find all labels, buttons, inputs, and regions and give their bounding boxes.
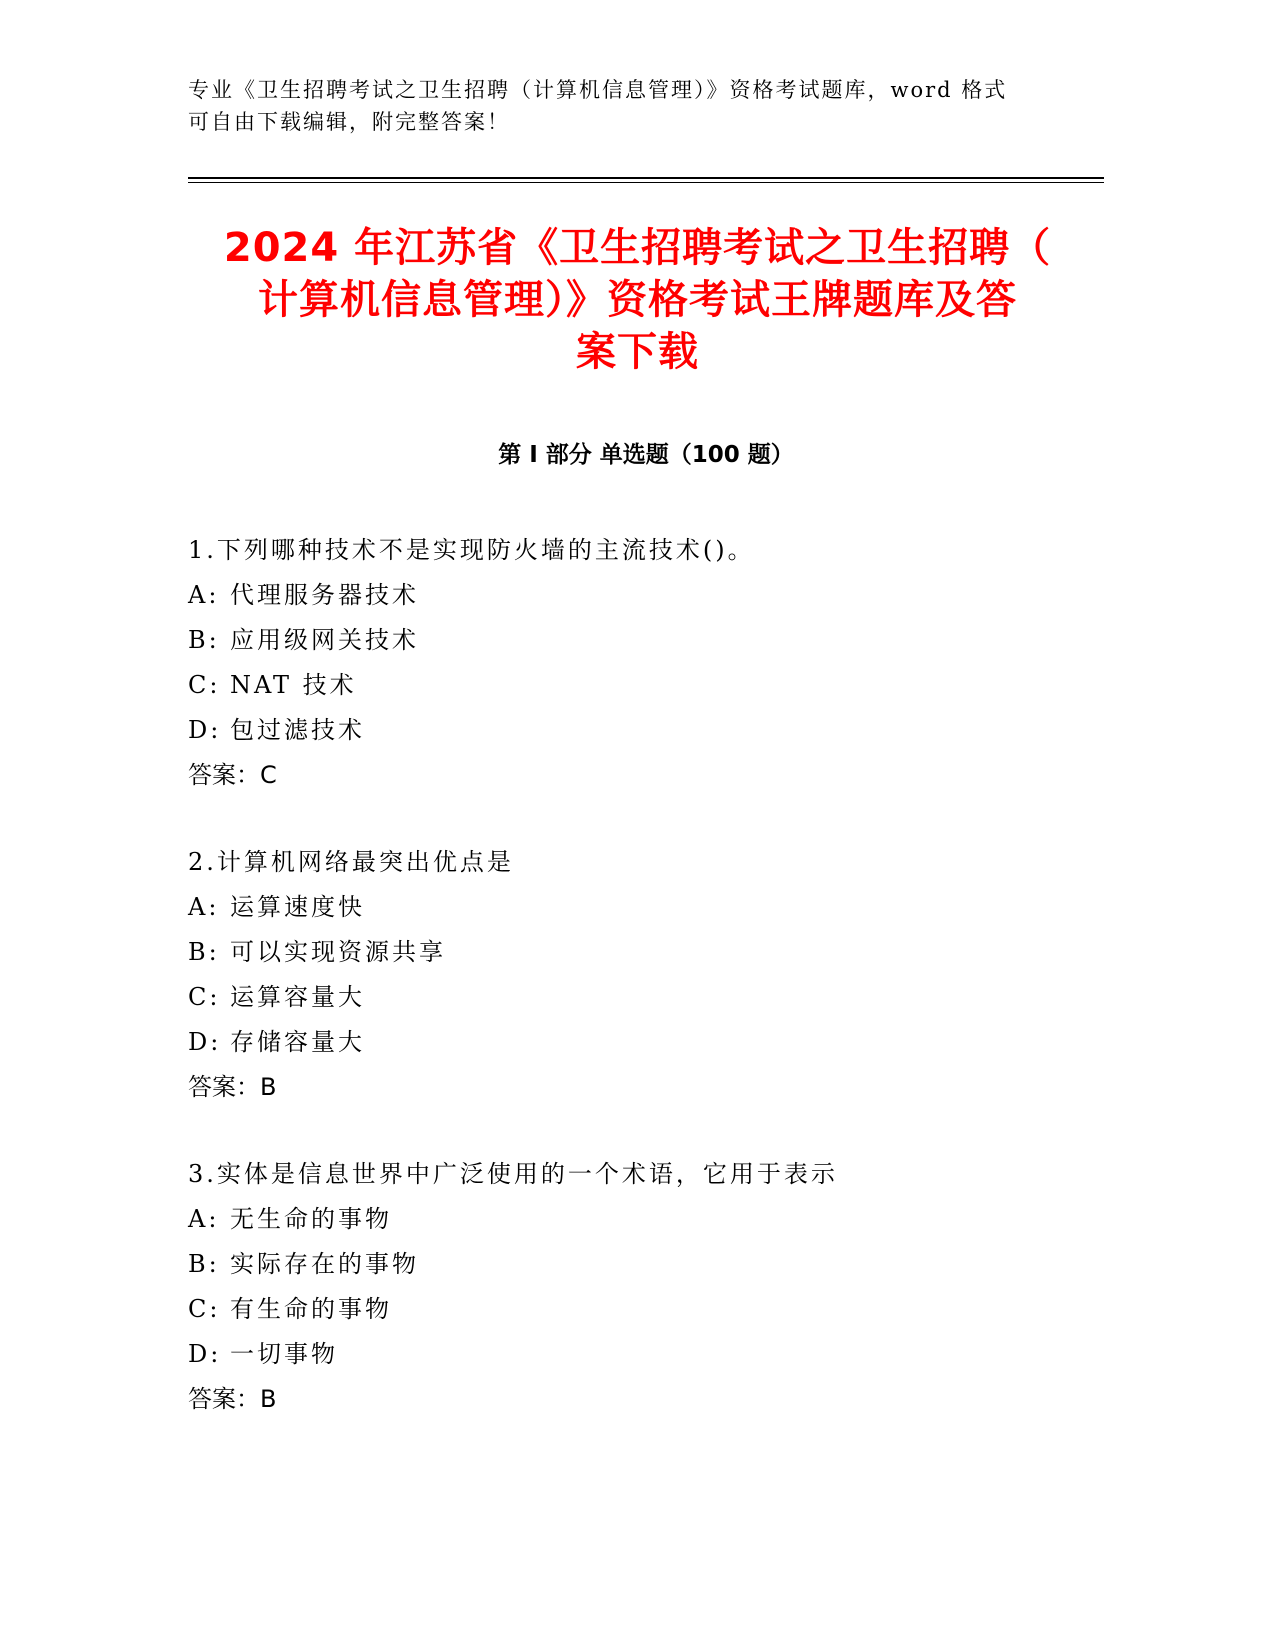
option-text: 代理服务器技术 bbox=[230, 581, 419, 609]
question-item bbox=[188, 528, 1104, 798]
option-text: 应用级网关技术 bbox=[230, 626, 419, 654]
option-text: 运算容量大 bbox=[230, 983, 365, 1011]
option-text: 存储容量大 bbox=[230, 1028, 365, 1056]
option-key: D: bbox=[188, 1340, 222, 1368]
option-key: D: bbox=[188, 716, 222, 744]
question-answer: 答案：C bbox=[188, 761, 277, 789]
question-option bbox=[188, 618, 1104, 663]
document-title-line-3: 案下载 bbox=[576, 329, 699, 375]
option-key: B: bbox=[188, 1250, 220, 1278]
question-option bbox=[188, 1287, 1104, 1332]
option-key: C: bbox=[188, 1295, 221, 1323]
option-key: D: bbox=[188, 1028, 222, 1056]
option-key: A: bbox=[188, 893, 220, 921]
header-note-line-1: 专业《卫生招聘考试之卫生招聘（计算机信息管理）》资格考试题库，word 格式 bbox=[188, 78, 1008, 102]
question-option bbox=[188, 975, 1104, 1020]
question-option bbox=[188, 708, 1104, 753]
option-text: 包过滤技术 bbox=[230, 716, 365, 744]
option-text: 有生命的事物 bbox=[230, 1295, 392, 1323]
header-note-line-2: 可自由下载编辑，附完整答案！ bbox=[188, 110, 510, 134]
option-key: B: bbox=[188, 626, 220, 654]
question-option bbox=[188, 885, 1104, 930]
question-stem: 1.下列哪种技术不是实现防火墙的主流技术()。 bbox=[188, 536, 755, 564]
option-key: C: bbox=[188, 671, 221, 699]
section-title: 第 I 部分 单选题（100 题） bbox=[498, 442, 794, 468]
question-option bbox=[188, 663, 1104, 708]
document-title-line-1: 2024 年江苏省《卫生招聘考试之卫生招聘（ bbox=[223, 225, 1052, 271]
option-text: 可以实现资源共享 bbox=[230, 938, 446, 966]
question-option bbox=[188, 1242, 1104, 1287]
document-title-line-2: 计算机信息管理）》资格考试王牌题库及答 bbox=[258, 277, 1017, 323]
document-title bbox=[180, 222, 1095, 378]
option-text: 一切事物 bbox=[230, 1340, 338, 1368]
question-option bbox=[188, 1197, 1104, 1242]
question-item bbox=[188, 1152, 1104, 1422]
option-text: 实际存在的事物 bbox=[230, 1250, 419, 1278]
question-list bbox=[188, 528, 1104, 1464]
header-note bbox=[188, 74, 1088, 138]
question-item bbox=[188, 840, 1104, 1110]
question-option bbox=[188, 1020, 1104, 1065]
question-option bbox=[188, 573, 1104, 618]
header-divider-thick bbox=[188, 177, 1104, 179]
question-stem: 3.实体是信息世界中广泛使用的一个术语，它用于表示 bbox=[188, 1160, 838, 1188]
question-option bbox=[188, 930, 1104, 975]
header-divider-thin bbox=[188, 182, 1104, 183]
option-key: A: bbox=[188, 581, 220, 609]
option-key: A: bbox=[188, 1205, 220, 1233]
option-text: 运算速度快 bbox=[230, 893, 365, 921]
option-key: C: bbox=[188, 983, 221, 1011]
option-text: NAT 技术 bbox=[230, 671, 357, 699]
question-answer: 答案：B bbox=[188, 1073, 277, 1101]
question-option bbox=[188, 1332, 1104, 1377]
question-stem: 2.计算机网络最突出优点是 bbox=[188, 848, 514, 876]
option-text: 无生命的事物 bbox=[230, 1205, 392, 1233]
question-answer: 答案：B bbox=[188, 1385, 277, 1413]
option-key: B: bbox=[188, 938, 220, 966]
